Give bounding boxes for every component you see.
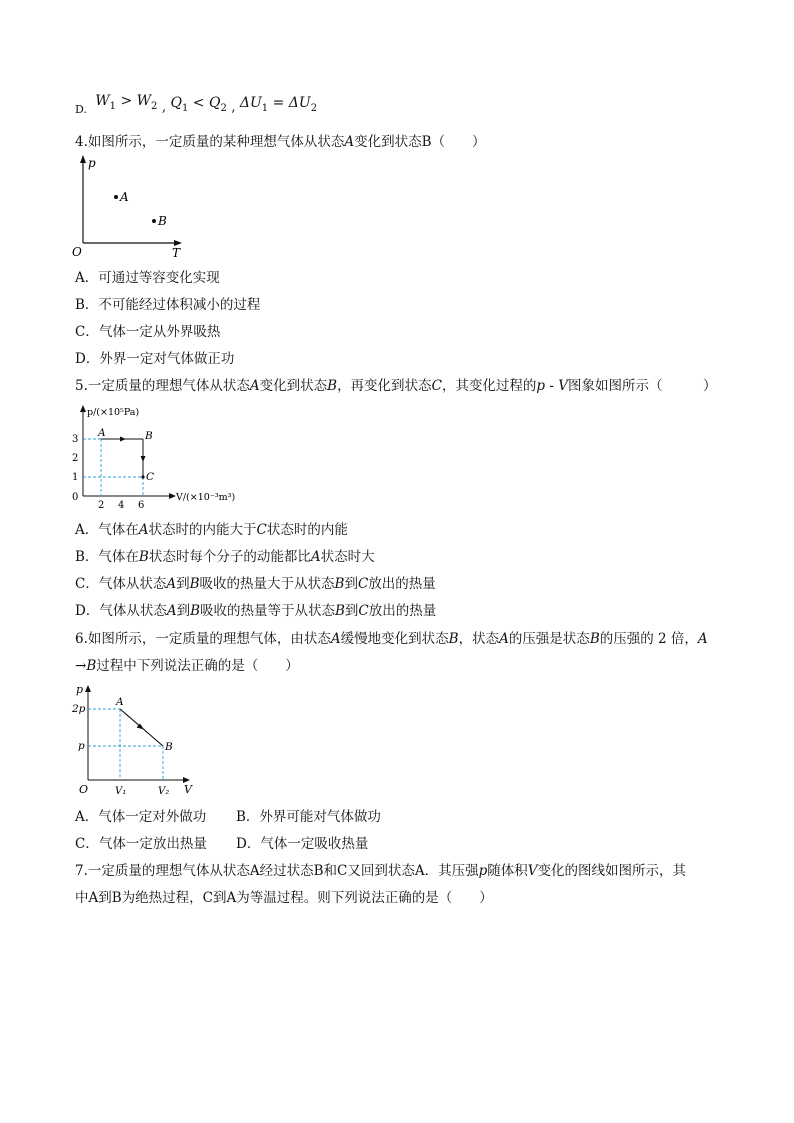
y-tick-1: 1 bbox=[72, 472, 79, 483]
x-tick-v2: V₂ bbox=[158, 786, 170, 797]
q4-option-b: B．不可能经过体积减小的过程 bbox=[75, 297, 261, 313]
q4-stem: 4.如图所示，一定质量的某种理想气体从状态A变化到状态B（ ） bbox=[75, 134, 486, 150]
x-axis-label: V/(×10⁻³m³) bbox=[176, 492, 236, 503]
inequality-work: $W_1 > W_2$ bbox=[95, 93, 158, 112]
q6-stem-line-2: →B过程中下列说法正确的是（ ） bbox=[75, 658, 299, 674]
y-axis-arrow-icon bbox=[80, 405, 86, 412]
y-axis-label: p bbox=[76, 683, 84, 696]
point-c-label: C bbox=[146, 471, 155, 483]
q4-option-d: D．外界一定对气体做正功 bbox=[75, 351, 235, 367]
arrow-b-to-c-icon bbox=[141, 456, 146, 462]
point-b-label: B bbox=[165, 741, 173, 753]
point-a-label: A bbox=[98, 427, 106, 439]
y-tick-p: p bbox=[78, 740, 85, 752]
point-b-label: B bbox=[158, 214, 167, 228]
origin-label: O bbox=[79, 783, 89, 796]
q5-p-v-graph bbox=[68, 403, 248, 513]
y-axis-label: p/(×10⁵Pa) bbox=[87, 407, 140, 418]
y-axis-arrow-icon bbox=[80, 155, 86, 163]
point-a-label: A bbox=[116, 696, 124, 708]
q5-option-b: B．气体在B状态时每个分子的动能都比A状态时大 bbox=[75, 549, 375, 565]
q6-options-row-2 bbox=[75, 835, 368, 853]
option-label: D. bbox=[75, 103, 87, 116]
q7-stem-line-1: 7.一定质量的理想气体从状态A经过状态B和C又回到状态A．其压强p随体积V变化的图线如图所示，其 bbox=[75, 863, 687, 879]
point-b-label: B bbox=[145, 430, 153, 442]
x-axis-label: V bbox=[184, 783, 192, 796]
q6-stem-line-1: 6.如图所示，一定质量的理想气体，由状态A缓慢地变化到状态B，状态A的压强是状态B的压强的 2 倍，A bbox=[75, 631, 708, 647]
x-axis-label: T bbox=[172, 246, 181, 260]
q4-p-t-graph bbox=[68, 153, 198, 263]
x-tick-4: 4 bbox=[118, 500, 125, 511]
x-tick-2: 2 bbox=[98, 500, 105, 511]
q5-option-a: A．气体在A状态时的内能大于C状态时的内能 bbox=[75, 522, 348, 538]
q4-option-c: C．气体一定从外界吸热 bbox=[75, 324, 221, 340]
y-axis-label: p bbox=[88, 156, 96, 170]
x-tick-v1: V₁ bbox=[115, 786, 127, 797]
point-a-label: A bbox=[120, 190, 129, 204]
equality-internal-energy: $\Delta U_1 = \Delta U_2$ bbox=[239, 95, 318, 114]
origin-label: O bbox=[72, 245, 82, 259]
origin-label: 0 bbox=[72, 492, 79, 503]
q4-option-a: A．可通过等容变化实现 bbox=[75, 270, 220, 286]
y-tick-2p: 2p bbox=[72, 703, 86, 715]
q6-option-d: D．气体一定吸收热量 bbox=[236, 836, 369, 852]
y-tick-2: 2 bbox=[72, 453, 79, 464]
q7-stem-line-2: 中A到B为绝热过程，C到A为等温过程。则下列说法正确的是（ ） bbox=[75, 890, 493, 906]
q6-option-b: B．外界可能对气体做功 bbox=[236, 809, 381, 825]
q6-options-row-1 bbox=[75, 808, 381, 826]
point-c bbox=[141, 475, 144, 478]
x-axis-arrow-icon bbox=[169, 493, 176, 499]
q5-option-c: C．气体从状态A到B吸收的热量大于从状态B到C放出的热量 bbox=[75, 576, 436, 592]
q3-option-d: D. $W_1 > W_2$ , $Q_1 < Q_2$ , $\Delta U_1 = \Delta U_2$ bbox=[75, 93, 318, 116]
q5-stem: 5.一定质量的理想气体从状态A变化到状态B，再变化到状态C，其变化过程的p - V图象如图所示（ ） bbox=[75, 378, 717, 394]
inequality-heat: $Q_1 < Q_2$ bbox=[170, 95, 227, 114]
arrow-a-to-b-icon bbox=[120, 437, 126, 442]
point-b bbox=[152, 219, 156, 223]
q6-p-v-graph bbox=[70, 683, 210, 798]
q6-option-a: A．气体一定对外做功 bbox=[75, 809, 207, 825]
y-tick-3: 3 bbox=[72, 434, 79, 445]
x-tick-6: 6 bbox=[138, 500, 145, 511]
point-a bbox=[114, 195, 118, 199]
q5-option-d: D．气体从状态A到B吸收的热量等于从状态B到C放出的热量 bbox=[75, 603, 437, 619]
y-axis-arrow-icon bbox=[85, 685, 91, 692]
q6-option-c: C．气体一定放出热量 bbox=[75, 836, 207, 852]
